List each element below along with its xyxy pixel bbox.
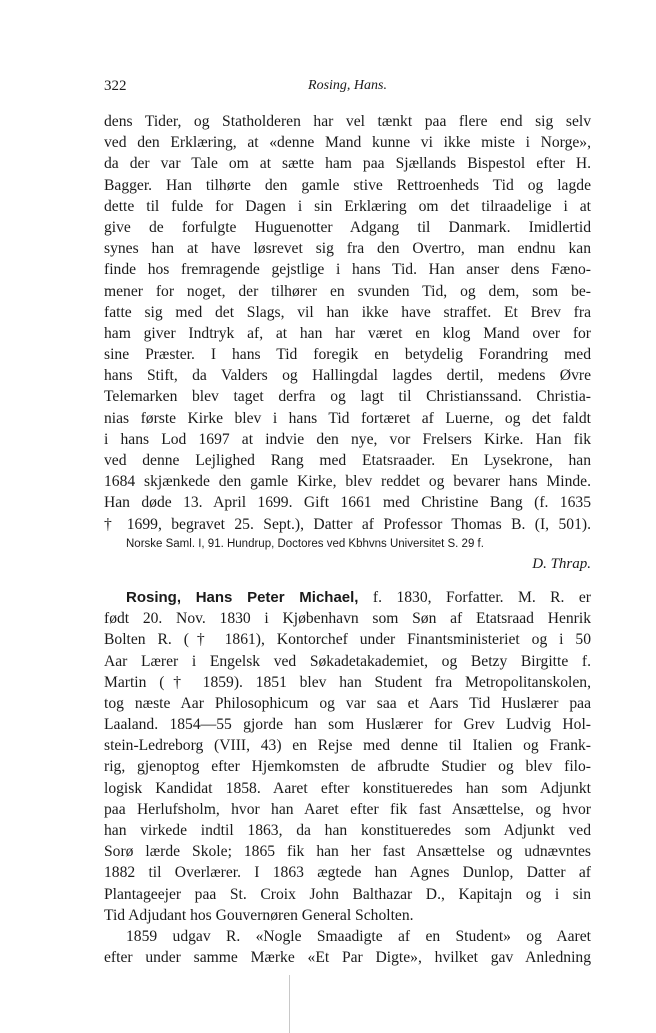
text-line: give de forfulgte Huguenotter Adgang til Danmark. Imidlertid	[104, 218, 591, 236]
text-line: dens Tider, og Statholderen har vel tænkt paa flere end sig selv	[104, 113, 591, 130]
text-line: ham giver Indtryk af, at han har været en klog Mand over for	[104, 324, 591, 342]
text-line: Laaland. 1854—55 gjorde han som Huslærer for Grev Ludvig Hol-	[104, 716, 591, 734]
text-line: Martin († 1859). 1851 blev han Student fra Metropolitanskolen,	[104, 673, 591, 691]
entry-first-line-text: f. 1830, Forfatter. M. R. er	[372, 588, 592, 606]
text-line: Sorø lærde Skole; 1865 fik han her fast Ansættelse og udnævntes	[104, 843, 591, 861]
text-line: synes han at have løsrevet sig fra den Overtro, man endnu kan	[104, 240, 591, 258]
text-line: ved den Erklæring, at «denne Mand kunne vi ikke miste i Norge»,	[104, 134, 591, 152]
text-line: da der var Tale om at sætte ham paa Sjællands Bispestol efter H.	[104, 155, 591, 173]
text-line: efter under samme Mærke «Et Par Digte», hvilket gav Anledning	[104, 949, 591, 967]
page-number: 322	[104, 78, 127, 94]
text-line: 1859 udgav R. «Nogle Smaadigte af en Student» og Aaret	[126, 927, 591, 945]
text-line: stein-Ledreborg (VIII, 43) en Rejse med denne til Italien og Frank-	[104, 737, 591, 755]
text-line: hans Stift, da Valders og Hallingdal lagdes dertil, medens Øvre	[104, 367, 591, 385]
page-header	[104, 78, 591, 102]
page-body	[104, 111, 591, 968]
text-line: Han døde 13. April 1699. Gift 1661 med Christine Bang (f. 1635	[104, 494, 591, 512]
text-line: fatte sig med det Slags, vil han ikke have straffet. Et Brev fra	[104, 303, 591, 321]
text-line: logisk Kandidat 1858. Aaret efter konstitueredes han som Adjunkt	[104, 779, 591, 797]
text-line: nias første Kirke blev i hans Tid fortæret af Luerne, og det faldt	[104, 409, 591, 427]
text-line: sine Præster. I hans Tid foregik en betydelig Forandring med	[104, 346, 591, 364]
text-line: paa Herlufsholm, hvor han Aaret efter fik fast Ansættelse, og hvor	[104, 800, 591, 818]
text-line: Tid Adjudant hos Gouvernøren General Scholten.	[104, 906, 414, 924]
text-line: ved denne Lejlighed Rang med Etatsraader. En Lysekrone, han	[104, 452, 591, 469]
text-line: Telemarken blev taget derfra og lagt til Christianssand. Christia-	[104, 388, 591, 406]
entry-rosing-hans-peter-michael	[104, 587, 591, 968]
entry-spacer	[104, 575, 591, 587]
text-line: 1684 skjænkede den gamle Kirke, blev reddet og bevarer hans Minde.	[104, 473, 591, 491]
text-line: rig, gjenoptog efter Hjemkomsten de afbrudte Studier og blev filo-	[104, 758, 591, 776]
entry-rosing-hans-continuation	[104, 111, 591, 575]
sources-line: Norske Saml. I, 91. Hundrup, Doctores ved Kbhvns Universitet S. 29 f.	[126, 537, 484, 550]
text-line: dette til fulde for Dagen i sin Erklæring om det tilraadelige i at	[104, 197, 591, 215]
text-line: Bolten R. († 1861), Kontorchef under Finantsministeriet og i 50	[104, 631, 591, 649]
running-head: Rosing, Hans.	[308, 78, 387, 93]
text-line: Aar Lærer i Engelsk ved Søkadetakademiet, og Betzy Birgitte f.	[104, 652, 591, 670]
text-line: mener for noget, der tilhører en svunden Tid, og dem, som be-	[104, 282, 591, 300]
text-line: 1882 til Overlærer. I 1863 ægtede han Agnes Dunlop, Datter af	[104, 864, 591, 882]
gutter-shadow-line	[289, 975, 290, 1033]
text-line: født 20. Nov. 1830 i Kjøbenhavn som Søn af Etatsraad Henrik	[104, 610, 591, 628]
text-line: tog næste Aar Philosophicum og var saa et Aars Tid Huslærer paa	[104, 694, 591, 712]
text-line: i hans Lod 1697 at indvie den nye, vor Frelsers Kirke. Han fik	[104, 430, 591, 448]
text-line: han virkede indtil 1863, da han konstitueredes som Adjunkt ved	[104, 822, 591, 839]
text-line: Plantageejer paa St. Croix John Balthazar D., Kapitajn og i sin	[104, 885, 591, 903]
text-line: finde hos fremragende gejstlige i hans Tid. Han anser dens Fæno-	[104, 261, 591, 279]
text-line: † 1699, begravet 25. Sept.), Datter af Professor Thomas B. (I, 501).	[104, 515, 591, 533]
author-signature: D. Thrap.	[532, 555, 591, 572]
entry-headword: Rosing, Hans Peter Michael,	[126, 588, 359, 606]
entry-first-line	[104, 587, 591, 608]
text-line: Bagger. Han tilhørte den gamle stive Rettroenheds Tid og lagde	[104, 176, 591, 194]
